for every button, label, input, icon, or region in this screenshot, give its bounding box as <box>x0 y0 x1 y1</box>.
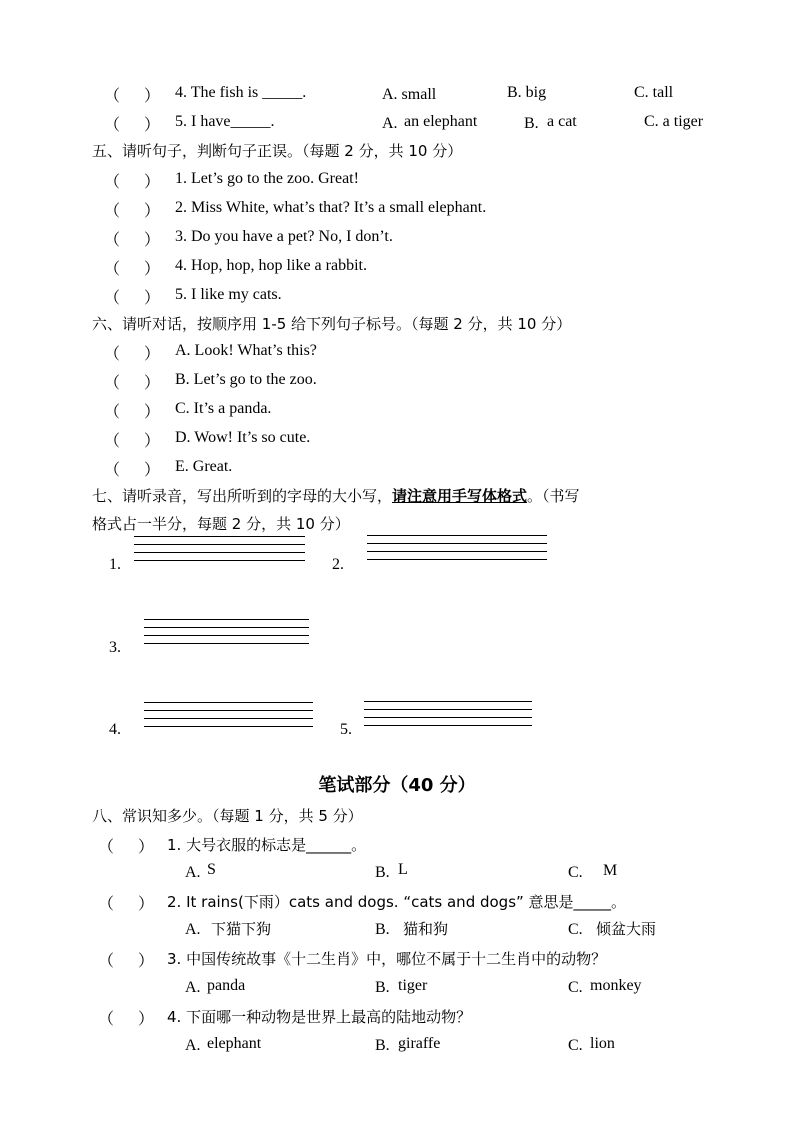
dialogue-item: D. Wow! It’s so cute. <box>175 429 311 446</box>
answer-bracket[interactable]: （ ） <box>98 896 155 913</box>
option-b: 猫和狗 <box>403 920 449 938</box>
writing-lines[interactable] <box>367 535 547 567</box>
sentence-item: 4. Hop, hop, hop like a rabbit. <box>175 257 367 274</box>
section-heading <box>92 485 580 506</box>
answer-bracket[interactable]: （ ） <box>104 261 161 278</box>
option-b: B. big <box>507 84 547 101</box>
dialogue-item: A. Look! What’s this? <box>175 342 317 359</box>
option-b: giraffe <box>398 1035 441 1052</box>
option-b-label: B. <box>375 921 390 938</box>
option-a: S <box>207 861 216 878</box>
writing-lines[interactable] <box>134 536 305 568</box>
option-c-label: C. <box>568 979 583 996</box>
question-stem: 2. It rains(下雨）cats and dogs. “cats and dogs” 意思是_____。 <box>167 893 627 911</box>
dialogue-item: E. Great. <box>175 458 233 475</box>
writing-lines[interactable] <box>364 701 532 733</box>
question-stem: 5. I have_____. <box>175 113 275 130</box>
option-b-label: B. <box>524 115 539 132</box>
writing-number: 5. <box>340 721 352 738</box>
option-b-label: B. <box>375 864 390 881</box>
sentence-item: 2. Miss White, what’s that? It’s a small elephant. <box>175 199 487 216</box>
option-c: monkey <box>590 977 642 994</box>
dialogue-item: B. Let’s go to the zoo. <box>175 371 317 388</box>
option-b: L <box>398 861 408 878</box>
section-heading: 六、请听对话，按顺序用 1-5 给下列句子标号。（每题 2 分，共 10 分） <box>92 315 572 333</box>
writing-number: 3. <box>109 639 121 656</box>
writing-number: 4. <box>109 721 121 738</box>
answer-bracket[interactable]: （ ） <box>104 375 161 392</box>
sentence-item: 1. Let’s go to the zoo. Great! <box>175 170 359 187</box>
option-a-label: A. <box>185 864 201 881</box>
option-a: panda <box>207 977 246 994</box>
option-a-label: A. <box>185 979 201 996</box>
writing-lines[interactable] <box>144 619 309 651</box>
option-c-label: C. <box>568 921 583 938</box>
option-a-label: A. <box>382 115 398 132</box>
option-b-label: B. <box>375 979 390 996</box>
option-c-label: C. <box>568 1037 583 1054</box>
option-b: tiger <box>398 977 428 994</box>
question-stem: 1. 大号衣服的标志是______。 <box>167 836 367 854</box>
answer-bracket[interactable]: （ ） <box>104 290 161 307</box>
section-heading: 五、请听句子，判断句子正误。（每题 2 分，共 10 分） <box>92 142 463 160</box>
writing-lines[interactable] <box>144 702 313 734</box>
answer-bracket[interactable]: （ ） <box>104 174 161 191</box>
question-stem: 3. 中国传统故事《十二生肖》中，哪位不属于十二生肖中的动物？ <box>167 950 607 968</box>
sentence-item: 3. Do you have a pet? No, I don’t. <box>175 228 393 245</box>
answer-bracket[interactable]: （ ） <box>104 404 161 421</box>
option-a: 下猫下狗 <box>211 920 272 938</box>
option-c: M <box>603 862 618 879</box>
sentence-item: 5. I like my cats. <box>175 286 282 303</box>
writing-number: 1. <box>109 556 121 573</box>
heading-emphasis: 请注意用手写体格式 <box>392 487 528 505</box>
written-part-title: 笔试部分（40 分） <box>318 775 476 796</box>
option-a: A. small <box>382 86 437 103</box>
option-c-label: C. <box>568 864 583 881</box>
question-stem: 4. 下面哪一种动物是世界上最高的陆地动物？ <box>167 1008 472 1026</box>
answer-bracket[interactable]: （ ） <box>104 203 161 220</box>
option-b: a cat <box>547 113 577 130</box>
option-c: 倾盆大雨 <box>596 920 657 938</box>
dialogue-item: C. It’s a panda. <box>175 400 272 417</box>
answer-bracket[interactable]: （ ） <box>104 346 161 363</box>
answer-bracket[interactable]: （ ） <box>98 1011 155 1028</box>
answer-bracket[interactable]: （ ） <box>104 433 161 450</box>
section-heading: 八、常识知多少。（每题 1 分，共 5 分） <box>92 807 363 825</box>
answer-bracket[interactable]: （ ） <box>104 462 161 479</box>
question-stem: 4. The fish is _____. <box>175 84 307 101</box>
answer-bracket[interactable]: （ ） <box>98 839 155 856</box>
option-c: C. a tiger <box>644 113 704 130</box>
writing-number: 2. <box>332 556 344 573</box>
heading-part: 。（书写 <box>527 487 580 505</box>
option-a: elephant <box>207 1035 262 1052</box>
option-a-label: A. <box>185 1037 201 1054</box>
answer-bracket[interactable]: （ ） <box>98 953 155 970</box>
answer-bracket[interactable]: （ ） <box>104 117 161 134</box>
answer-bracket[interactable]: （ ） <box>104 88 161 105</box>
option-c: C. tall <box>634 84 674 101</box>
option-a: an elephant <box>404 113 478 130</box>
option-b-label: B. <box>375 1037 390 1054</box>
heading-part: 七、请听录音，写出所听到的字母的大小写， <box>92 487 393 505</box>
option-a-label: A. <box>185 921 201 938</box>
option-c: lion <box>590 1035 615 1052</box>
answer-bracket[interactable]: （ ） <box>104 232 161 249</box>
section-heading-line2: 格式占一半分，每题 2 分，共 10 分） <box>92 515 350 533</box>
